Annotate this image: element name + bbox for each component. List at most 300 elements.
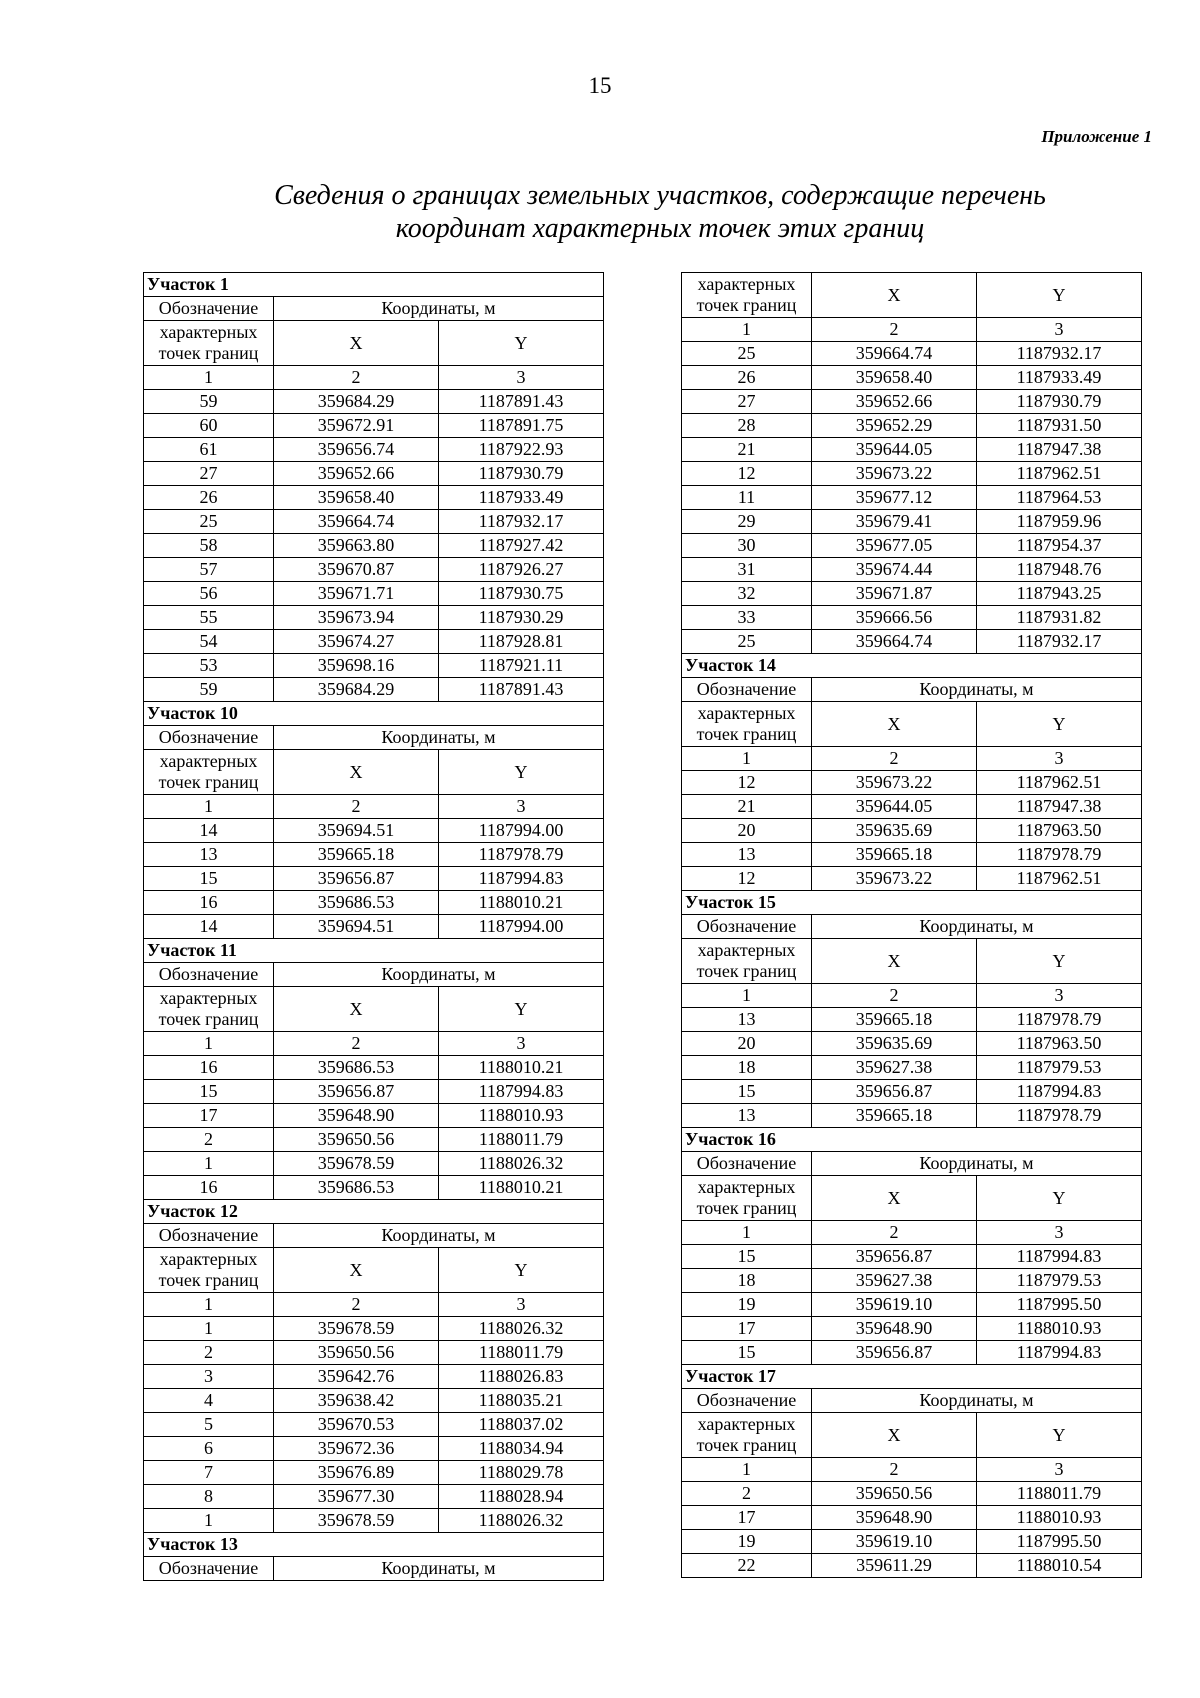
table-row xyxy=(682,1245,1142,1269)
point-number: 61 xyxy=(144,438,274,462)
coordinate-y: 1187891.43 xyxy=(439,390,604,414)
coordinate-x: 359611.29 xyxy=(812,1554,977,1578)
header-x: X xyxy=(812,1413,977,1458)
header-characteristic-points: характерных точек границ xyxy=(682,702,812,747)
table-row xyxy=(144,414,604,438)
header-x: X xyxy=(274,750,439,795)
header-designation: Обозначение xyxy=(144,297,274,321)
coordinate-y: 1188026.32 xyxy=(439,1509,604,1533)
plot-title: Участок 11 xyxy=(144,939,604,963)
coordinate-x: 359686.53 xyxy=(274,1056,439,1080)
column-number: 3 xyxy=(439,1032,604,1056)
coordinate-x: 359673.94 xyxy=(274,606,439,630)
coordinate-y: 1187962.51 xyxy=(977,867,1142,891)
coordinate-x: 359672.91 xyxy=(274,414,439,438)
coordinate-y: 1187994.83 xyxy=(439,1080,604,1104)
column-number-row xyxy=(682,318,1142,342)
header-row xyxy=(144,750,604,795)
header-designation: Обозначение xyxy=(682,1389,812,1413)
header-designation: Обозначение xyxy=(682,1152,812,1176)
plot-title-row xyxy=(682,654,1142,678)
table-row xyxy=(682,1269,1142,1293)
column-number: 1 xyxy=(682,1458,812,1482)
coordinate-x: 359619.10 xyxy=(812,1293,977,1317)
coordinate-y: 1187930.79 xyxy=(977,390,1142,414)
coordinate-y: 1187943.25 xyxy=(977,582,1142,606)
coordinate-x: 359672.36 xyxy=(274,1437,439,1461)
table-row xyxy=(144,1317,604,1341)
header-characteristic-points: характерных точек границ xyxy=(144,987,274,1032)
table-row xyxy=(144,1104,604,1128)
point-number: 17 xyxy=(682,1506,812,1530)
table-row xyxy=(682,438,1142,462)
table-row xyxy=(144,867,604,891)
table-row xyxy=(682,1341,1142,1365)
column-number: 2 xyxy=(812,1221,977,1245)
coordinate-x: 359656.87 xyxy=(812,1245,977,1269)
table-row xyxy=(682,771,1142,795)
coordinate-x: 359652.66 xyxy=(274,462,439,486)
header-designation: Обозначение xyxy=(144,1224,274,1248)
coordinate-y: 1187948.76 xyxy=(977,558,1142,582)
coordinate-x: 359652.66 xyxy=(812,390,977,414)
table-row xyxy=(682,1482,1142,1506)
point-number: 59 xyxy=(144,390,274,414)
coordinate-x: 359670.53 xyxy=(274,1413,439,1437)
plot-title: Участок 17 xyxy=(682,1365,1142,1389)
coordinate-y: 1188010.93 xyxy=(439,1104,604,1128)
coordinate-x: 359673.22 xyxy=(812,462,977,486)
plot-title: Участок 12 xyxy=(144,1200,604,1224)
coordinate-y: 1188011.79 xyxy=(439,1341,604,1365)
table-row xyxy=(144,582,604,606)
column-number-row xyxy=(682,747,1142,771)
coordinate-x: 359627.38 xyxy=(812,1269,977,1293)
column-number: 1 xyxy=(682,747,812,771)
column-number-row xyxy=(144,1032,604,1056)
column-number: 3 xyxy=(977,1458,1142,1482)
coordinate-y: 1188029.78 xyxy=(439,1461,604,1485)
point-number: 15 xyxy=(144,867,274,891)
header-row xyxy=(682,1389,1142,1413)
coordinate-x: 359658.40 xyxy=(812,366,977,390)
header-coordinates: Координаты, м xyxy=(274,963,604,987)
column-number: 1 xyxy=(144,795,274,819)
header-row xyxy=(144,726,604,750)
coordinate-x: 359635.69 xyxy=(812,1032,977,1056)
point-number: 32 xyxy=(682,582,812,606)
coordinate-y: 1187959.96 xyxy=(977,510,1142,534)
coordinate-x: 359652.29 xyxy=(812,414,977,438)
coordinate-x: 359658.40 xyxy=(274,486,439,510)
point-number: 29 xyxy=(682,510,812,534)
coordinate-x: 359666.56 xyxy=(812,606,977,630)
coordinate-x: 359665.18 xyxy=(812,1104,977,1128)
coordinate-x: 359673.22 xyxy=(812,867,977,891)
table-row xyxy=(682,1104,1142,1128)
header-characteristic-points: характерных точек границ xyxy=(144,750,274,795)
header-row xyxy=(682,939,1142,984)
coordinate-x: 359674.27 xyxy=(274,630,439,654)
coordinate-x: 359635.69 xyxy=(812,819,977,843)
column-number: 1 xyxy=(682,318,812,342)
header-coordinates: Координаты, м xyxy=(274,1557,604,1581)
coordinate-x: 359677.30 xyxy=(274,1485,439,1509)
column-number: 3 xyxy=(439,795,604,819)
point-number: 53 xyxy=(144,654,274,678)
coordinates-table-right xyxy=(681,272,1142,1578)
coordinate-x: 359644.05 xyxy=(812,795,977,819)
table-row xyxy=(144,462,604,486)
point-number: 13 xyxy=(682,1008,812,1032)
table-row xyxy=(682,1008,1142,1032)
header-y: Y xyxy=(977,939,1142,984)
coordinate-y: 1187947.38 xyxy=(977,438,1142,462)
table-row xyxy=(144,1389,604,1413)
point-number: 21 xyxy=(682,795,812,819)
coordinate-y: 1187978.79 xyxy=(977,1104,1142,1128)
coordinate-x: 359678.59 xyxy=(274,1317,439,1341)
table-row xyxy=(682,630,1142,654)
point-number: 25 xyxy=(144,510,274,534)
coordinate-x: 359671.71 xyxy=(274,582,439,606)
table-row xyxy=(682,582,1142,606)
point-number: 17 xyxy=(144,1104,274,1128)
column-number: 2 xyxy=(274,1293,439,1317)
coordinate-y: 1187926.27 xyxy=(439,558,604,582)
coordinate-y: 1187954.37 xyxy=(977,534,1142,558)
table-row xyxy=(144,606,604,630)
header-row xyxy=(144,1248,604,1293)
coordinate-y: 1187922.93 xyxy=(439,438,604,462)
coordinate-x: 359656.87 xyxy=(274,867,439,891)
header-y: Y xyxy=(977,1413,1142,1458)
point-number: 58 xyxy=(144,534,274,558)
table-row xyxy=(144,438,604,462)
point-number: 33 xyxy=(682,606,812,630)
column-number: 1 xyxy=(144,1032,274,1056)
coordinate-x: 359648.90 xyxy=(812,1506,977,1530)
point-number: 1 xyxy=(144,1152,274,1176)
plot-title: Участок 16 xyxy=(682,1128,1142,1152)
coordinate-x: 359642.76 xyxy=(274,1365,439,1389)
coordinate-y: 1188026.83 xyxy=(439,1365,604,1389)
table-row xyxy=(682,462,1142,486)
plot-title: Участок 14 xyxy=(682,654,1142,678)
column-number: 1 xyxy=(682,1221,812,1245)
header-designation: Обозначение xyxy=(144,726,274,750)
point-number: 18 xyxy=(682,1056,812,1080)
header-row xyxy=(682,1413,1142,1458)
column-number: 1 xyxy=(144,1293,274,1317)
coordinate-x: 359656.74 xyxy=(274,438,439,462)
table-row xyxy=(144,1128,604,1152)
plot-title-row xyxy=(144,1200,604,1224)
coordinate-y: 1187979.53 xyxy=(977,1056,1142,1080)
coordinate-y: 1188010.54 xyxy=(977,1554,1142,1578)
title-line-2: координат характерных точек этих границ xyxy=(395,213,925,244)
coordinate-x: 359627.38 xyxy=(812,1056,977,1080)
column-number: 2 xyxy=(812,747,977,771)
coordinate-y: 1187963.50 xyxy=(977,1032,1142,1056)
table-row xyxy=(144,534,604,558)
table-row xyxy=(682,390,1142,414)
coordinate-x: 359656.87 xyxy=(274,1080,439,1104)
table-row xyxy=(682,1293,1142,1317)
point-number: 16 xyxy=(144,1176,274,1200)
point-number: 22 xyxy=(682,1554,812,1578)
header-coordinates: Координаты, м xyxy=(274,726,604,750)
point-number: 16 xyxy=(144,1056,274,1080)
table-row xyxy=(682,1506,1142,1530)
coordinate-y: 1187927.42 xyxy=(439,534,604,558)
coordinate-x: 359650.56 xyxy=(274,1128,439,1152)
coordinate-y: 1187962.51 xyxy=(977,771,1142,795)
coordinate-y: 1187963.50 xyxy=(977,819,1142,843)
coordinate-x: 359656.87 xyxy=(812,1341,977,1365)
header-designation: Обозначение xyxy=(144,963,274,987)
point-number: 13 xyxy=(682,1104,812,1128)
page-number: 15 xyxy=(588,73,612,98)
coordinate-y: 1187978.79 xyxy=(439,843,604,867)
header-x: X xyxy=(274,1248,439,1293)
table-row xyxy=(682,795,1142,819)
coordinate-y: 1187979.53 xyxy=(977,1269,1142,1293)
point-number: 14 xyxy=(144,819,274,843)
header-x: X xyxy=(274,321,439,366)
table-row xyxy=(682,1554,1142,1578)
coordinate-y: 1187932.17 xyxy=(977,342,1142,366)
point-number: 20 xyxy=(682,1032,812,1056)
header-characteristic-points: характерных точек границ xyxy=(682,1413,812,1458)
header-row xyxy=(682,1152,1142,1176)
coordinate-y: 1187930.79 xyxy=(439,462,604,486)
coordinate-x: 359674.44 xyxy=(812,558,977,582)
table-row xyxy=(144,843,604,867)
point-number: 13 xyxy=(682,843,812,867)
table-row xyxy=(144,819,604,843)
coordinate-x: 359686.53 xyxy=(274,891,439,915)
coordinate-x: 359671.87 xyxy=(812,582,977,606)
coordinate-x: 359648.90 xyxy=(812,1317,977,1341)
coordinate-x: 359694.51 xyxy=(274,819,439,843)
point-number: 60 xyxy=(144,414,274,438)
column-number: 2 xyxy=(274,1032,439,1056)
point-number: 57 xyxy=(144,558,274,582)
coordinate-y: 1188034.94 xyxy=(439,1437,604,1461)
column-number: 2 xyxy=(812,318,977,342)
plot-title-row xyxy=(144,939,604,963)
header-designation: Обозначение xyxy=(682,678,812,702)
table-row xyxy=(144,1509,604,1533)
table-row xyxy=(682,366,1142,390)
coordinate-y: 1187932.17 xyxy=(439,510,604,534)
header-row xyxy=(144,1557,604,1581)
column-number: 3 xyxy=(977,747,1142,771)
coordinate-y: 1187978.79 xyxy=(977,1008,1142,1032)
header-x: X xyxy=(274,987,439,1032)
table-row xyxy=(144,1461,604,1485)
point-number: 18 xyxy=(682,1269,812,1293)
coordinates-table-left xyxy=(143,272,604,1581)
header-row xyxy=(682,915,1142,939)
table-row xyxy=(682,1080,1142,1104)
coordinate-y: 1188026.32 xyxy=(439,1152,604,1176)
coordinate-y: 1187994.83 xyxy=(977,1341,1142,1365)
table-row xyxy=(682,606,1142,630)
point-number: 20 xyxy=(682,819,812,843)
header-x: X xyxy=(812,1176,977,1221)
point-number: 5 xyxy=(144,1413,274,1437)
coordinate-y: 1188028.94 xyxy=(439,1485,604,1509)
table-row xyxy=(682,534,1142,558)
point-number: 26 xyxy=(144,486,274,510)
column-number: 2 xyxy=(274,366,439,390)
coordinate-x: 359638.42 xyxy=(274,1389,439,1413)
table-row xyxy=(144,1413,604,1437)
coordinate-y: 1187994.83 xyxy=(977,1080,1142,1104)
coordinate-x: 359678.59 xyxy=(274,1509,439,1533)
document-title xyxy=(0,179,1200,245)
point-number: 56 xyxy=(144,582,274,606)
header-designation-cell: характерных точек границ xyxy=(682,273,812,318)
coordinate-y: 1187928.81 xyxy=(439,630,604,654)
header-row xyxy=(144,321,604,366)
header-row xyxy=(144,963,604,987)
plot-title-row xyxy=(144,702,604,726)
table-row xyxy=(144,678,604,702)
column-number-row xyxy=(682,984,1142,1008)
coordinate-x: 359650.56 xyxy=(812,1482,977,1506)
column-number: 2 xyxy=(274,795,439,819)
point-number: 21 xyxy=(682,438,812,462)
header-y: Y xyxy=(439,1248,604,1293)
point-number: 16 xyxy=(144,891,274,915)
table-row xyxy=(682,414,1142,438)
coordinate-y: 1187994.00 xyxy=(439,915,604,939)
column-number-row xyxy=(144,795,604,819)
coordinate-y: 1187994.83 xyxy=(439,867,604,891)
point-number: 12 xyxy=(682,462,812,486)
point-number: 7 xyxy=(144,1461,274,1485)
header-y: Y xyxy=(439,750,604,795)
coordinate-x: 359698.16 xyxy=(274,654,439,678)
coordinate-x: 359664.74 xyxy=(812,630,977,654)
column-number: 1 xyxy=(682,984,812,1008)
point-number: 28 xyxy=(682,414,812,438)
table-row xyxy=(682,1530,1142,1554)
header-row xyxy=(682,678,1142,702)
coordinate-x: 359694.51 xyxy=(274,915,439,939)
coordinate-y: 1187994.83 xyxy=(977,1245,1142,1269)
coordinate-y: 1187933.49 xyxy=(439,486,604,510)
header-coordinates: Координаты, м xyxy=(812,1389,1142,1413)
header-designation: Обозначение xyxy=(144,1557,274,1581)
column-number-row xyxy=(144,366,604,390)
header-y: Y xyxy=(439,987,604,1032)
coordinate-x: 359673.22 xyxy=(812,771,977,795)
point-number: 2 xyxy=(144,1128,274,1152)
table-row xyxy=(682,486,1142,510)
coordinate-x: 359665.18 xyxy=(274,843,439,867)
table-row xyxy=(682,342,1142,366)
point-number: 6 xyxy=(144,1437,274,1461)
coordinate-x: 359665.18 xyxy=(812,843,977,867)
coordinate-y: 1188026.32 xyxy=(439,1317,604,1341)
header-row xyxy=(682,702,1142,747)
coordinate-y: 1187932.17 xyxy=(977,630,1142,654)
plot-title-row xyxy=(144,1533,604,1557)
point-number: 31 xyxy=(682,558,812,582)
plot-title: Участок 10 xyxy=(144,702,604,726)
coordinate-x: 359677.05 xyxy=(812,534,977,558)
coordinate-y: 1187921.11 xyxy=(439,654,604,678)
coordinate-y: 1187947.38 xyxy=(977,795,1142,819)
point-number: 12 xyxy=(682,771,812,795)
title-line-1: Сведения о границах земельных участков, содержащие перечень xyxy=(274,180,1046,211)
coordinate-y: 1187930.29 xyxy=(439,606,604,630)
plot-title: Участок 15 xyxy=(682,891,1142,915)
header-coordinates: Координаты, м xyxy=(812,915,1142,939)
header-coordinates: Координаты, м xyxy=(812,1152,1142,1176)
coordinate-y: 1187931.82 xyxy=(977,606,1142,630)
coordinate-y: 1187962.51 xyxy=(977,462,1142,486)
coordinate-y: 1188035.21 xyxy=(439,1389,604,1413)
coordinate-y: 1188011.79 xyxy=(977,1482,1142,1506)
column-number-row xyxy=(682,1458,1142,1482)
point-number: 17 xyxy=(682,1317,812,1341)
point-number: 1 xyxy=(144,1317,274,1341)
point-number: 15 xyxy=(144,1080,274,1104)
column-number: 3 xyxy=(439,1293,604,1317)
plot-title: Участок 1 xyxy=(144,273,604,297)
coordinate-x: 359648.90 xyxy=(274,1104,439,1128)
table-row xyxy=(144,1152,604,1176)
coordinate-y: 1187978.79 xyxy=(977,843,1142,867)
point-number: 54 xyxy=(144,630,274,654)
coordinate-x: 359644.05 xyxy=(812,438,977,462)
coordinate-y: 1188010.21 xyxy=(439,891,604,915)
table-row xyxy=(144,1485,604,1509)
coordinate-x: 359679.41 xyxy=(812,510,977,534)
column-number: 2 xyxy=(812,1458,977,1482)
column-number-row xyxy=(144,1293,604,1317)
plot-title-row xyxy=(144,273,604,297)
coordinate-y: 1188010.93 xyxy=(977,1506,1142,1530)
header-row xyxy=(144,297,604,321)
appendix-label: Приложение 1 xyxy=(1041,127,1152,146)
header-characteristic-points: характерных точек границ xyxy=(144,1248,274,1293)
table-row xyxy=(144,1365,604,1389)
header-x: X xyxy=(812,939,977,984)
coordinate-x: 359670.87 xyxy=(274,558,439,582)
table-row xyxy=(144,891,604,915)
coordinate-x: 359650.56 xyxy=(274,1341,439,1365)
table-row xyxy=(144,510,604,534)
coordinate-y: 1187994.00 xyxy=(439,819,604,843)
table-row xyxy=(682,819,1142,843)
point-number: 26 xyxy=(682,366,812,390)
point-number: 8 xyxy=(144,1485,274,1509)
point-number: 1 xyxy=(144,1509,274,1533)
table-row xyxy=(682,1317,1142,1341)
table-row xyxy=(144,486,604,510)
table-row xyxy=(144,915,604,939)
point-number: 12 xyxy=(682,867,812,891)
table-row xyxy=(144,1056,604,1080)
header-y: Y xyxy=(439,321,604,366)
coordinate-y: 1187933.49 xyxy=(977,366,1142,390)
